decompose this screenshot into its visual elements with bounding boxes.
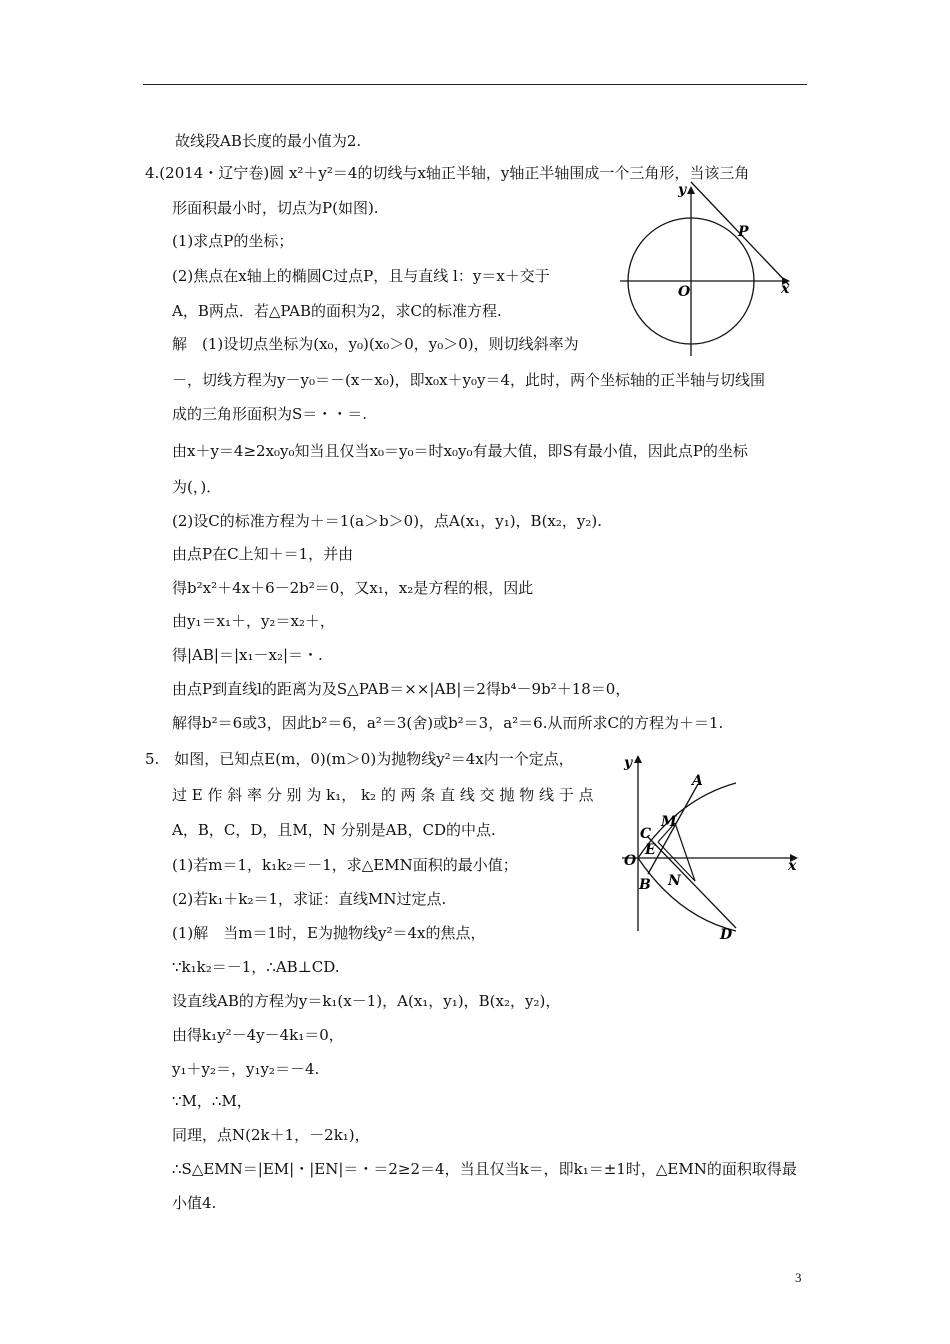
text-line: 解得b²＝6或3，因此b²＝6，a²＝3(舍)或b²＝3，a²＝6.从而所求C的方程为＋＝1. xyxy=(172,714,724,732)
parabola-chords-figure xyxy=(612,745,808,945)
circle-tangent-figure xyxy=(616,178,802,358)
origin-label: O xyxy=(624,853,637,869)
point-a-label: A xyxy=(692,773,703,789)
header-rule xyxy=(143,84,807,85)
text-line: 由点P在C上知＋＝1，并由 xyxy=(172,545,354,563)
text-line: ∵k₁k₂＝－1，∴AB⊥CD. xyxy=(172,958,340,976)
point-c-label: C xyxy=(640,826,652,842)
origin-label: O xyxy=(678,284,691,300)
text-line: 同理，点N(2k＋1，－2k₁)， xyxy=(172,1126,370,1144)
y-axis-label: y xyxy=(624,755,633,771)
x-axis-label: x xyxy=(781,281,790,297)
text-line: (1)解 当m＝1时，E为抛物线y²＝4x的焦点， xyxy=(172,924,486,942)
text-line: (1)若m＝1，k₁k₂＝－1，求△EMN面积的最小值； xyxy=(172,856,518,874)
text-line: 5. 如图，已知点E(m，0)(m＞0)为抛物线y²＝4x内一个定点， xyxy=(145,750,574,768)
x-axis-label: x xyxy=(788,858,797,874)
text-line: 为(，)． xyxy=(172,478,222,496)
text-line: 过 E 作 斜 率 分 别 为 k₁， k₂ 的 两 条 直 线 交 抛 物 线 于 点 xyxy=(172,786,594,804)
text-line: 得|AB|＝|x₁－x₂|＝・. xyxy=(172,646,323,664)
text-line: ∴S△EMN＝|EM|・|EN|＝・＝2≥2＝4，当且仅当k＝，即k₁＝±1时，△EMN的面积取得最 xyxy=(172,1160,797,1178)
text-line: －，切线方程为y－y₀＝－(x－x₀)，即x₀x＋y₀y＝4，此时，两个坐标轴的正半轴与切线围 xyxy=(172,371,766,389)
text-line: 小值4. xyxy=(172,1194,217,1212)
text-line: A，B，C，D，且M，N 分别是AB，CD的中点. xyxy=(172,821,496,839)
text-line: 故线段AB长度的最小值为2. xyxy=(175,132,362,150)
point-p-label: P xyxy=(738,224,749,240)
point-d-label: D xyxy=(720,927,733,943)
text-line: (1)求点P的坐标； xyxy=(172,232,294,250)
y-axis-arrow xyxy=(634,755,642,763)
text-line: 4.(2014・辽宁卷)圆 x²＋y²＝4的切线与x轴正半轴，y轴正半轴围成一个三角形，当该三角 xyxy=(145,164,750,182)
text-line: (2)若k₁＋k₂＝1，求证：直线MN过定点. xyxy=(172,890,447,908)
text-line: y₁＋y₂＝，y₁y₂＝－4. xyxy=(172,1060,320,1078)
text-line: 由y₁＝x₁＋，y₂＝x₂＋， xyxy=(172,612,335,630)
text-line: 由得k₁y²－4y－4k₁＝0， xyxy=(172,1026,344,1044)
text-line: ∵M，∴M， xyxy=(172,1092,252,1110)
point-b-label: B xyxy=(639,877,651,893)
text-line: 设直线AB的方程为y＝k₁(x－1)，A(x₁，y₁)，B(x₂，y₂)， xyxy=(172,992,561,1010)
text-line: (2)设C的标准方程为＋＝1(a＞b＞0)，点A(x₁，y₁)，B(x₂，y₂). xyxy=(172,512,603,530)
page-number: 3 xyxy=(795,1270,802,1285)
text-line: 形面积最小时，切点为P(如图). xyxy=(172,199,379,217)
text-line: 解 (1)设切点坐标为(x₀，y₀)(x₀＞0，y₀＞0)，则切线斜率为 xyxy=(172,335,579,353)
text-line: (2)焦点在x轴上的椭圆C过点P，且与直线 l：y＝x＋交于 xyxy=(172,267,550,285)
text-line: 由点P到直线l的距离为及S△PAB＝××|AB|＝2得b⁴－9b²＋18＝0， xyxy=(172,680,631,698)
y-axis-arrow xyxy=(687,186,695,194)
y-axis-label: y xyxy=(678,182,687,198)
text-line: 由x＋y＝4≥2x₀y₀知当且仅当x₀＝y₀＝时x₀y₀有最大值，即S有最小值，因此点P的坐标 xyxy=(172,442,748,460)
text-line: 成的三角形面积为S＝・・＝. xyxy=(172,405,368,423)
text-line: A，B两点．若△PAB的面积为2，求C的标准方程. xyxy=(172,302,502,320)
point-n-label: N xyxy=(668,873,681,889)
text-line: 得b²x²＋4x＋6－2b²＝0，又x₁，x₂是方程的根，因此 xyxy=(172,579,534,597)
chord-cd xyxy=(647,836,736,928)
point-e-label: E xyxy=(645,842,656,858)
point-m-label: M xyxy=(661,814,677,830)
